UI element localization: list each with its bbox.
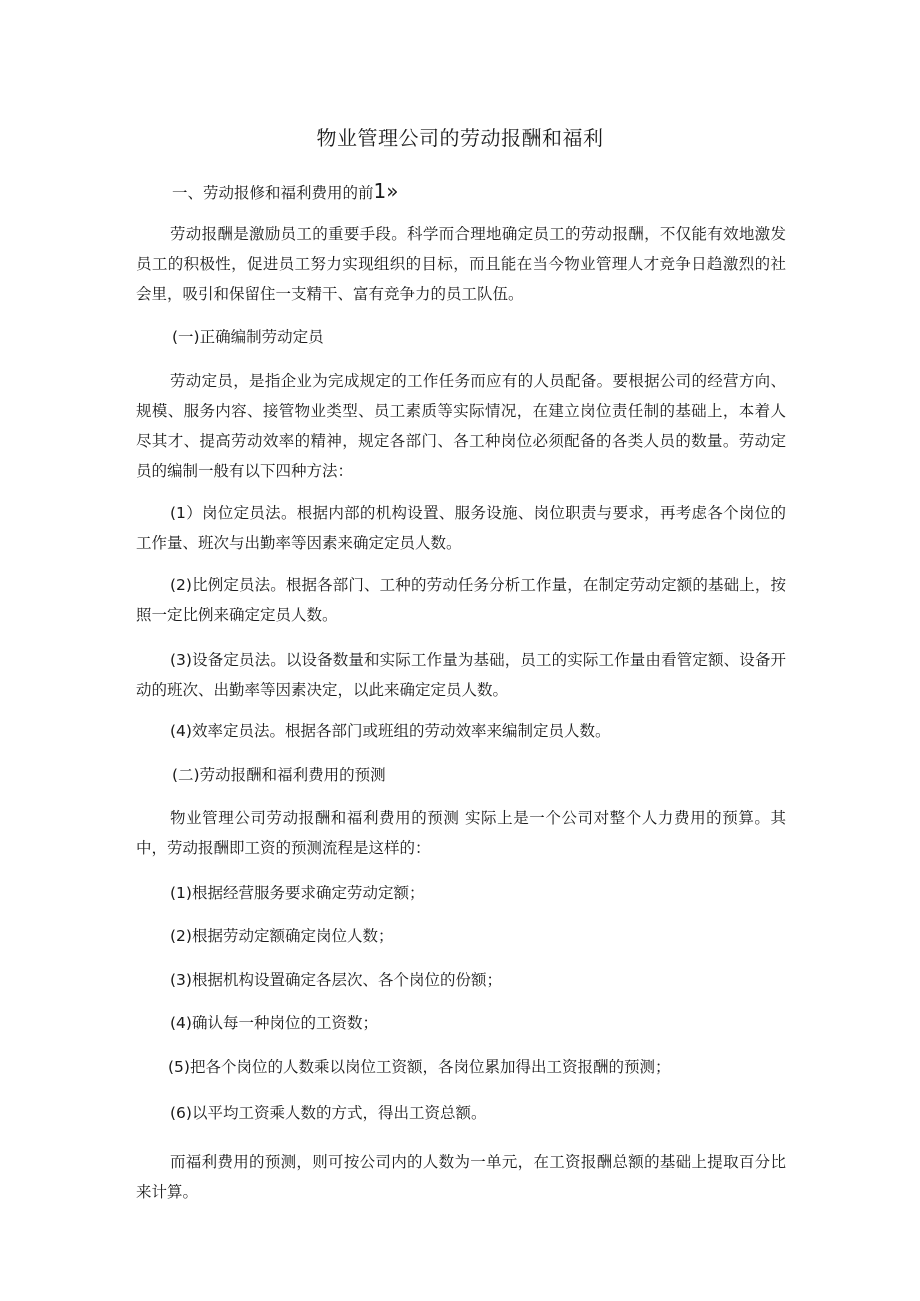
method-item-2: (2)比例定员法。根据各部门、工种的劳动任务分析工作量，在制定劳动定额的基础上，按照一定比例来确定定员人数。: [136, 576, 786, 624]
page-title: 物业管理公司的劳动报酬和福利: [316, 126, 604, 150]
paragraph-welfare: 而福利费用的预测，则可按公司内的人数为一单元，在工资报酬总额的基础上提取百分比来计算。: [136, 1153, 786, 1201]
paragraph-staffing: 劳动定员，是指企业为完成规定的工作任务而应有的人员配备。要根据公司的经营方向、规模、服务内容、接管物业类型、员工素质等实际情况，在建立岗位责任制的基础上，本着人尽其才、提高劳动效率的精神，规定各部门、各工种岗位必须配备的各类人员的数量。劳动定员的编制一般有以下四种方法：: [136, 372, 786, 480]
step-item-1: (1)根据经营服务要求确定劳动定额；: [170, 884, 425, 902]
method-item-4: (4)效率定员法。根据各部门或班组的劳动效率来编制定员人数。: [170, 722, 611, 740]
method-item-3: (3)设备定员法。以设备数量和实际工作量为基础，员工的实际工作量由看管定额、设备开动的班次、出勤率等因素决定，以此来确定定员人数。: [136, 651, 786, 699]
subheading-staffing: (一)正确编制劳动定员: [172, 328, 324, 346]
section-heading-1: [172, 176, 398, 208]
step-item-2: (2)根据劳动定额确定岗位人数；: [170, 927, 394, 945]
step-item-6: (6)以平均工资乘人数的方式，得出工资总额。: [170, 1104, 487, 1122]
section-heading-suffix: 1»: [373, 179, 399, 203]
section-heading-text: 一、劳动报修和福利费用的前: [172, 184, 374, 202]
step-item-3: (3)根据机构设置确定各层次、各个岗位的份额；: [170, 971, 502, 989]
paragraph-forecast: 物业管理公司劳动报酬和福利费用的预测 实际上是一个公司对整个人力费用的预算。其中，劳动报酬即工资的预测流程是这样的：: [136, 809, 786, 857]
method-item-1: (1）岗位定员法。根据内部的机构设置、服务设施、岗位职责与要求，再考虑各个岗位的工作量、班次与出勤率等因素来确定定员人数。: [136, 504, 786, 552]
subheading-forecast: (二)劳动报酬和福利费用的预测: [172, 766, 386, 784]
paragraph-intro: 劳动报酬是激励员工的重要手段。科学而合理地确定员工的劳动报酬，不仅能有效地激发员工的积极性，促进员工努力实现组织的目标，而且能在当今物业管理人才竞争日趋激烈的社会里，吸引和保留住一支精干、富有竞争力的员工队伍。: [136, 225, 786, 303]
step-item-4: (4)确认每一种岗位的工资数；: [170, 1014, 378, 1032]
step-item-5: (5)把各个岗位的人数乘以岗位工资额，各岗位累加得出工资报酬的预测；: [168, 1058, 671, 1076]
